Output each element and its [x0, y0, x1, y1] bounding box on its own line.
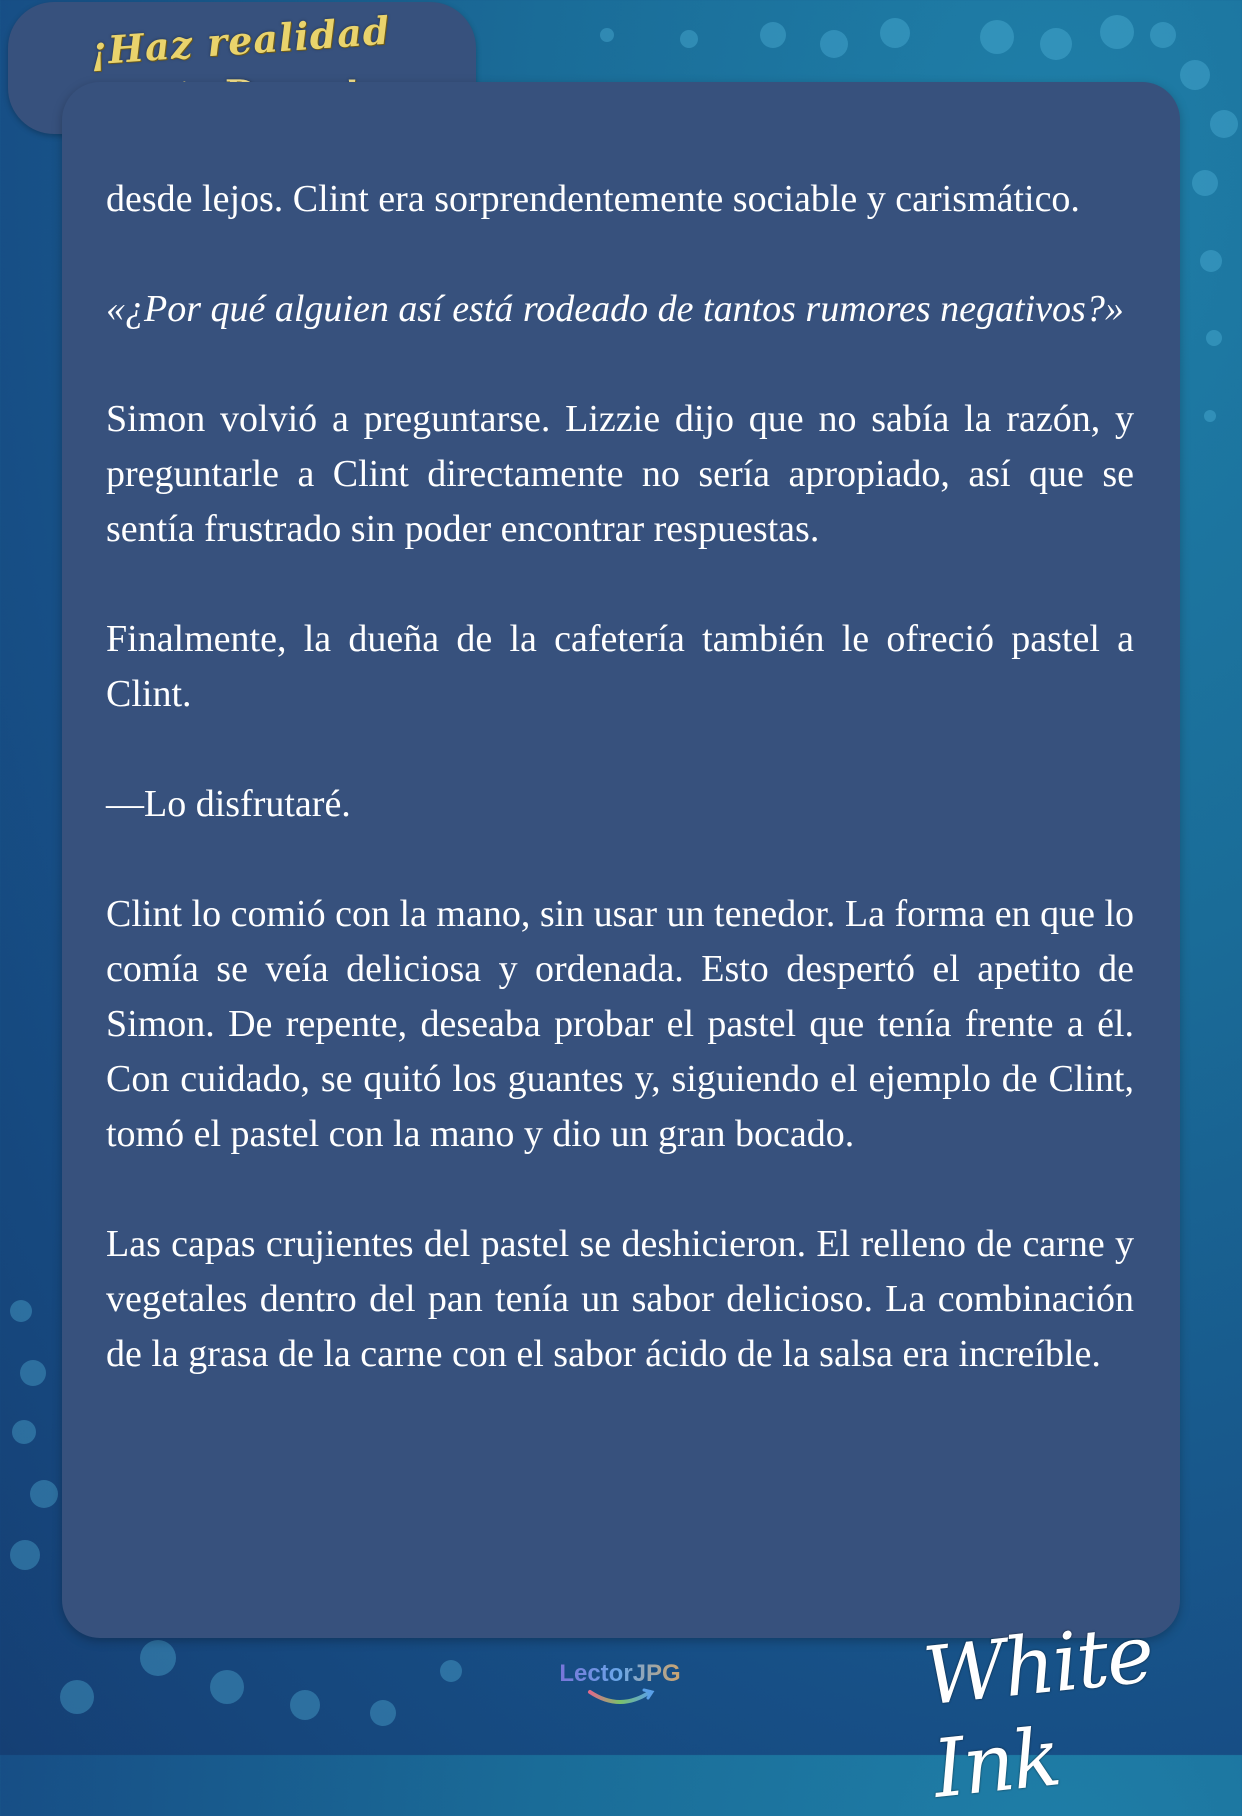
lectorjpg-logo-text: LectorJPG — [548, 1660, 692, 1688]
white-ink-signature: White Ink — [919, 1607, 1157, 1816]
smile-arc-icon — [570, 1688, 670, 1710]
paragraph-1: desde lejos. Clint era sorprendentemente sociable y carismático. — [106, 178, 1080, 220]
paragraph-3: Simon volvió a preguntarse. Lizzie dijo que no sabía la razón, y preguntarle a Clint directamente no sería apropiado, así que se sentía frustrado sin poder encontrar respuestas. — [106, 398, 1134, 550]
paragraph-4: Finalmente, la dueña de la cafetería también le ofreció pastel a Clint. — [106, 618, 1134, 715]
paragraph-2: «¿Por qué alguien así está rodeado de tantos rumores negativos?» — [106, 288, 1124, 330]
paragraph-5: —Lo disfrutaré. — [106, 783, 351, 825]
paragraph-7: Las capas crujientes del pastel se deshicieron. El relleno de carne y vegetales dentro del pan tenía un sabor delicioso. La combinación de la grasa de la carne con el sabor ácido de la salsa era increíble. — [106, 1223, 1134, 1375]
lectorjpg-logo — [548, 1660, 692, 1716]
story-text — [106, 172, 1134, 1437]
logo-line1: ¡Haz realidad — [88, 7, 392, 74]
paragraph-6: Clint lo comió con la mano, sin usar un tenedor. La forma en que lo comía se veía deliciosa y ordenada. Esto despertó el apetito de Simon. De repente, deseaba probar el pastel que tenía frente a él. Con cuidado, se quitó los guantes y, siguiendo el ejemplo de Clint, tomó el pastel con la mano y dio un gran bocado. — [106, 893, 1134, 1155]
